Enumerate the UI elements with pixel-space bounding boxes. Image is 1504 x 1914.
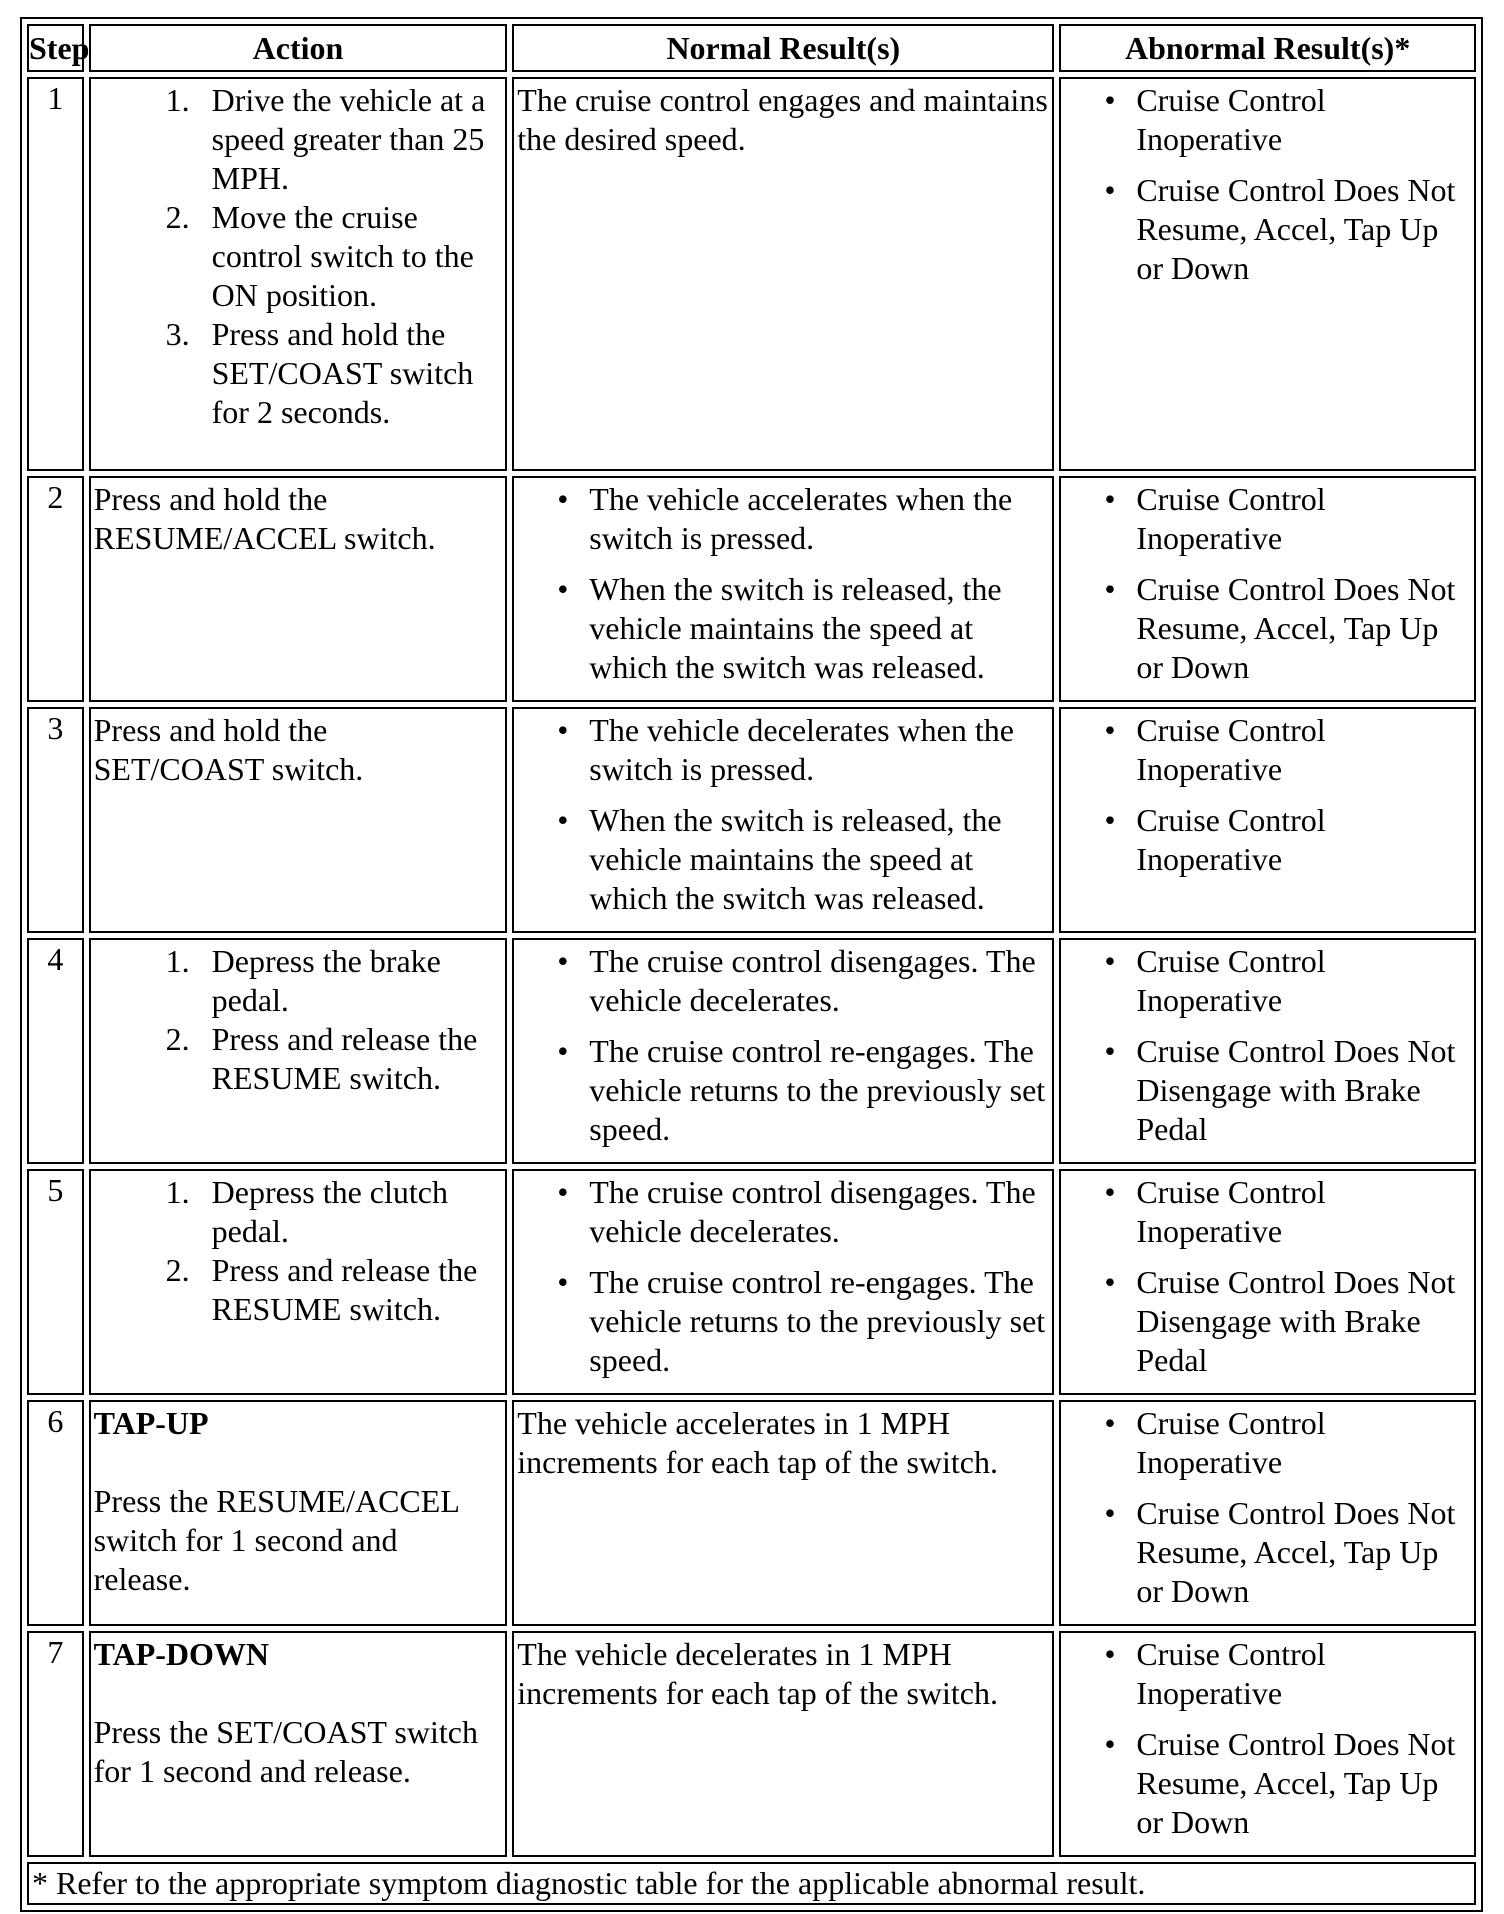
normal-result-cell	[512, 1169, 1054, 1395]
action-steps-list	[94, 81, 503, 432]
abnormal-result-cell	[1059, 938, 1476, 1164]
abnormal-result: • Cruise Control Does Not Resume, Accel, Tap Up or Down	[1136, 1725, 1471, 1842]
action-steps-list	[94, 942, 503, 1098]
abnormal-result-list	[1064, 1173, 1471, 1380]
action-step: 3. Press and hold the SET/COAST switch for 2 seconds.	[198, 315, 503, 432]
abnormal-result: • Cruise Control Inoperative	[1136, 81, 1471, 159]
diagnostic-table-container	[20, 17, 1483, 1912]
abnormal-result: • Cruise Control Does Not Disengage with Brake Pedal	[1136, 1032, 1471, 1149]
normal-result-list	[517, 942, 1049, 1149]
action-steps-list	[94, 1173, 503, 1329]
action-cell	[89, 476, 508, 702]
normal-result-cell	[512, 707, 1054, 933]
action-title: TAP-UP	[93, 1405, 209, 1441]
action-text: Press and hold the SET/COAST switch.	[93, 712, 364, 787]
abnormal-result: • Cruise Control Inoperative	[1136, 480, 1471, 558]
abnormal-result-list	[1064, 711, 1471, 879]
normal-result-cell	[512, 938, 1054, 1164]
action-text: Press the SET/COAST switch for 1 second and release.	[93, 1714, 478, 1789]
diagnostic-table	[20, 17, 1483, 1912]
table-row	[27, 938, 1476, 1164]
action-cell	[89, 938, 508, 1164]
table-row	[27, 77, 1476, 471]
action-step: 1. Drive the vehicle at a speed greater than 25 MPH.	[198, 81, 503, 198]
normal-result-text: The vehicle accelerates in 1 MPH increments for each tap of the switch.	[517, 1405, 998, 1480]
normal-result-cell	[512, 77, 1054, 471]
normal-result-cell	[512, 1400, 1054, 1626]
normal-result: • The vehicle decelerates when the switch is pressed.	[589, 711, 1049, 789]
abnormal-result-cell	[1059, 707, 1476, 933]
abnormal-result: • Cruise Control Does Not Resume, Accel, Tap Up or Down	[1136, 1494, 1471, 1611]
abnormal-result-cell	[1059, 1400, 1476, 1626]
abnormal-result-list	[1064, 480, 1471, 687]
step-number: 7	[27, 1631, 84, 1857]
normal-result-list	[517, 480, 1049, 687]
abnormal-result: • Cruise Control Inoperative	[1136, 801, 1471, 879]
action-text: Press and hold the RESUME/ACCEL switch.	[93, 481, 436, 556]
table-row	[27, 476, 1476, 702]
abnormal-result: • Cruise Control Does Not Resume, Accel, Tap Up or Down	[1136, 570, 1471, 687]
action-cell	[89, 707, 508, 933]
action-step: 2. Press and release the RESUME switch.	[198, 1020, 503, 1098]
normal-result: • When the switch is released, the vehicle maintains the speed at which the switch was released.	[589, 570, 1049, 687]
header-normal-results: Normal Result(s)	[512, 24, 1054, 72]
table-row	[27, 1169, 1476, 1395]
table-row	[27, 707, 1476, 933]
step-number: 2	[27, 476, 84, 702]
abnormal-result-cell	[1059, 1169, 1476, 1395]
abnormal-result-cell	[1059, 1631, 1476, 1857]
normal-result: • The cruise control re-engages. The vehicle returns to the previously set speed.	[589, 1032, 1049, 1149]
action-title: TAP-DOWN	[93, 1636, 270, 1672]
header-action: Action	[89, 24, 508, 72]
step-number: 1	[27, 77, 84, 471]
header-step: Step	[27, 24, 84, 72]
normal-result: • The cruise control re-engages. The vehicle returns to the previously set speed.	[589, 1263, 1049, 1380]
footnote-row	[27, 1862, 1476, 1905]
normal-result-text: The vehicle decelerates in 1 MPH increments for each tap of the switch.	[517, 1636, 998, 1711]
footnote: * Refer to the appropriate symptom diagnostic table for the applicable abnormal result.	[27, 1862, 1476, 1905]
abnormal-result: • Cruise Control Does Not Resume, Accel, Tap Up or Down	[1136, 171, 1471, 288]
header-row	[27, 24, 1476, 72]
abnormal-result: • Cruise Control Inoperative	[1136, 942, 1471, 1020]
abnormal-result-list	[1064, 942, 1471, 1149]
step-number: 6	[27, 1400, 84, 1626]
action-cell	[89, 77, 508, 471]
action-cell	[89, 1400, 508, 1626]
abnormal-result-cell	[1059, 476, 1476, 702]
normal-result-list	[517, 1173, 1049, 1380]
abnormal-result-cell	[1059, 77, 1476, 471]
abnormal-result: • Cruise Control Inoperative	[1136, 1404, 1471, 1482]
action-text: Press the RESUME/ACCEL switch for 1 second and release.	[93, 1483, 459, 1597]
step-number: 3	[27, 707, 84, 933]
normal-result-cell	[512, 1631, 1054, 1857]
action-step: 1. Depress the brake pedal.	[198, 942, 503, 1020]
action-step: 1. Depress the clutch pedal.	[198, 1173, 503, 1251]
abnormal-result: • Cruise Control Inoperative	[1136, 1173, 1471, 1251]
normal-result: • The vehicle accelerates when the switch is pressed.	[589, 480, 1049, 558]
action-cell	[89, 1169, 508, 1395]
normal-result: • The cruise control disengages. The vehicle decelerates.	[589, 1173, 1049, 1251]
normal-result: • The cruise control disengages. The vehicle decelerates.	[589, 942, 1049, 1020]
abnormal-result: • Cruise Control Inoperative	[1136, 1635, 1471, 1713]
abnormal-result-list	[1064, 1404, 1471, 1611]
action-step: 2. Move the cruise control switch to the ON position.	[198, 198, 503, 315]
step-number: 5	[27, 1169, 84, 1395]
abnormal-result-list	[1064, 81, 1471, 288]
normal-result-text: The cruise control engages and maintains the desired speed.	[517, 82, 1048, 157]
normal-result-list	[517, 711, 1049, 918]
normal-result-cell	[512, 476, 1054, 702]
header-abnormal-results: Abnormal Result(s)*	[1059, 24, 1476, 72]
step-number: 4	[27, 938, 84, 1164]
normal-result: • When the switch is released, the vehicle maintains the speed at which the switch was released.	[589, 801, 1049, 918]
action-step: 2. Press and release the RESUME switch.	[198, 1251, 503, 1329]
table-row	[27, 1631, 1476, 1857]
action-cell	[89, 1631, 508, 1857]
abnormal-result: • Cruise Control Does Not Disengage with Brake Pedal	[1136, 1263, 1471, 1380]
abnormal-result-list	[1064, 1635, 1471, 1842]
table-row	[27, 1400, 1476, 1626]
abnormal-result: • Cruise Control Inoperative	[1136, 711, 1471, 789]
